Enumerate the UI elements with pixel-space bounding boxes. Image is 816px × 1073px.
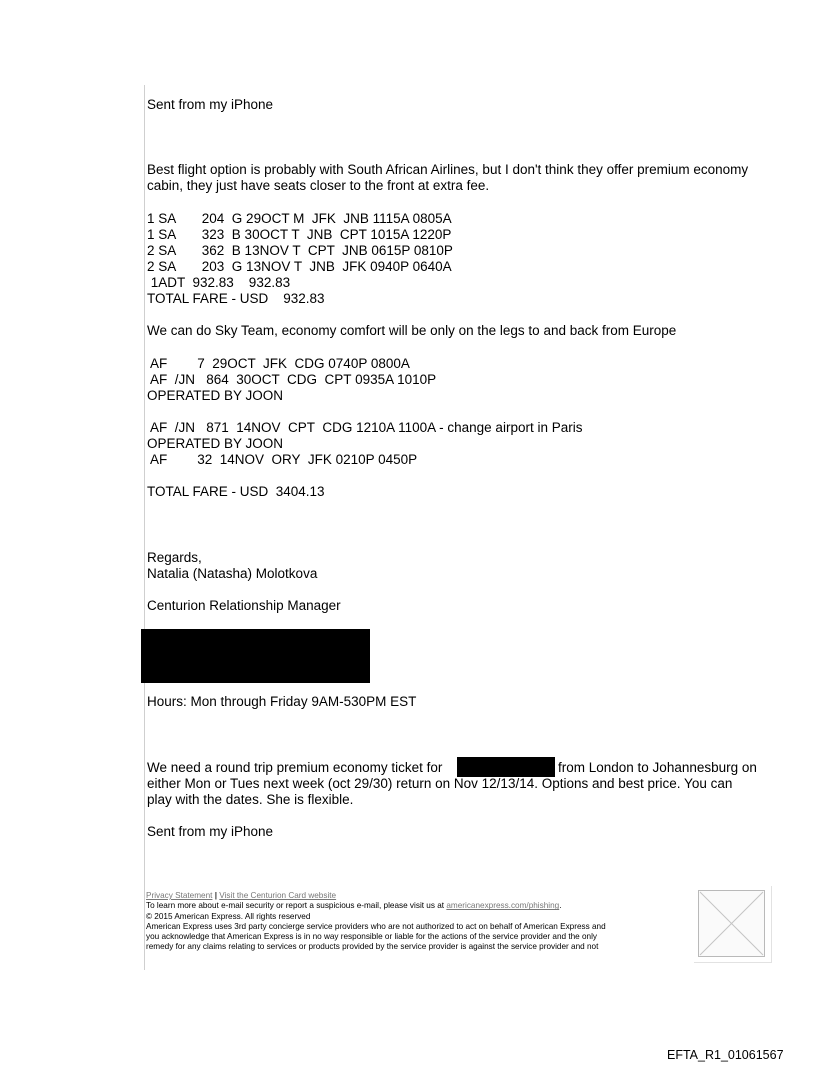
- office-hours: Hours: Mon through Friday 9AM-530PM EST: [147, 694, 417, 709]
- phishing-prefix: To learn more about e-mail security or report a suspicious e-mail, please visit us at: [146, 901, 445, 911]
- af-back-operated: OPERATED BY JOON: [147, 436, 284, 451]
- phishing-link[interactable]: americanexpress.com/phishing: [446, 901, 560, 911]
- af-out-line-1: AF 7 29OCT JFK CDG 0740P 0800A: [147, 356, 410, 371]
- footer-separator: |: [214, 891, 218, 900]
- quote-bar: [144, 85, 145, 970]
- signer-name: Natalia (Natasha) Molotkova: [147, 566, 318, 581]
- amex-footer: [146, 891, 694, 953]
- request-line-2: either Mon or Tues next week (oct 29/30) return on Nov 12/13/14. Options and best price. You can: [147, 776, 733, 791]
- centurion-website-link[interactable]: Visit the Centurion Card website: [219, 891, 337, 900]
- phishing-row: [146, 901, 694, 911]
- sent-from-iphone-top: Sent from my iPhone: [147, 97, 274, 112]
- sa-line-4: 2 SA 203 G 13NOV T JNB JFK 0940P 0640A: [147, 259, 452, 274]
- af-total-fare: TOTAL FARE - USD 3404.13: [147, 484, 325, 499]
- disclaimer-line-2: you acknowledge that American Express is in no way responsible or liable for the actions of the service provider and the only: [146, 932, 598, 942]
- request-line-3: play with the dates. She is flexible.: [147, 792, 354, 807]
- regards: Regards,: [147, 550, 202, 565]
- af-back-line-2: AF 32 14NOV ORY JFK 0210P 0450P: [147, 452, 418, 467]
- sa-line-2: 1 SA 323 B 30OCT T JNB CPT 1015A 1220P: [147, 227, 452, 242]
- bates-number: EFTA_R1_01061567: [667, 1048, 784, 1062]
- request-part-1: We need a round trip premium economy ticket for: [147, 760, 443, 775]
- sa-line-1: 1 SA 204 G 29OCT M JFK JNB 1115A 0805A: [147, 211, 452, 226]
- af-out-operated: OPERATED BY JOON: [147, 388, 284, 403]
- af-back-line-1: AF /JN 871 14NOV CPT CDG 1210A 1100A - change airport in Paris: [147, 420, 583, 435]
- af-out-line-2: AF /JN 864 30OCT CDG CPT 0935A 1010P: [147, 372, 437, 387]
- phishing-suffix: .: [559, 901, 562, 911]
- intro-paragraph: Best flight option is probably with South African Airlines, but I don't think they offer premium economy cabin, they just have seats closer to the front at extra fee.: [147, 162, 749, 193]
- broken-image-icon: [698, 890, 765, 957]
- broken-image-x-icon: [699, 891, 764, 956]
- footer-links-row: [146, 891, 694, 901]
- disclaimer-line-1: American Express uses 3rd party concierge service providers who are not authorized to act on behalf of American Express and: [146, 921, 606, 931]
- signer-role: Centurion Relationship Manager: [147, 598, 341, 613]
- redaction-block-name: [457, 757, 555, 777]
- request-line-1: [147, 760, 442, 776]
- sa-line-3: 2 SA 362 B 13NOV T CPT JNB 0615P 0810P: [147, 243, 453, 258]
- privacy-statement-link[interactable]: Privacy Statement: [146, 891, 213, 900]
- redaction-block-signature: [141, 629, 370, 683]
- skyteam-intro: We can do Sky Team, economy comfort will be only on the legs to and back from Europe: [147, 323, 677, 338]
- copyright-line: © 2015 American Express. All rights reserved: [146, 911, 311, 921]
- sent-from-iphone-bottom: Sent from my iPhone: [147, 824, 274, 839]
- sa-total-fare: TOTAL FARE - USD 932.83: [147, 291, 325, 306]
- request-part-2: from London to Johannesburg on: [558, 760, 757, 775]
- disclaimer-line-3: remedy for any claims relating to services or products provided by the service provider is against the service provider and not: [146, 942, 599, 952]
- sa-fare-line: 1ADT 932.83 932.83: [147, 275, 291, 290]
